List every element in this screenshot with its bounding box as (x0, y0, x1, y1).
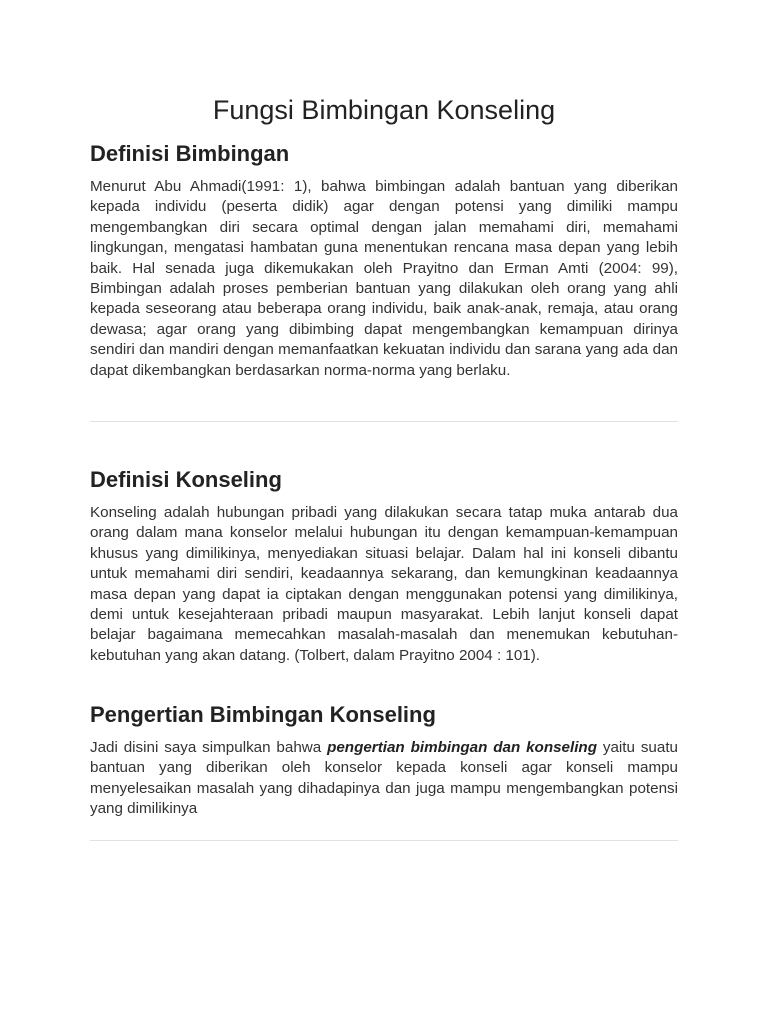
section-divider (90, 421, 678, 422)
paragraph-pengertian-bimbingan-konseling (90, 738, 678, 820)
heading-definisi-bimbingan: Definisi Bimbingan (90, 141, 290, 166)
paragraph-text-after: yaitu suatu bantuan yang diberikan oleh konselor kepada konseli agar konseli mampu menyelesaikan masalah yang dihadapinya dan juga mampu mengembangkan potensi yang dimilikinya (90, 739, 678, 818)
heading-definisi-konseling: Definisi Konseling (90, 467, 282, 492)
paragraph-text-before: Jadi disini saya simpulkan bahwa (90, 739, 328, 756)
page-title: Fungsi Bimbingan Konseling (212, 95, 556, 125)
emphasized-term: pengertian bimbingan dan konseling (327, 739, 597, 756)
paragraph-definisi-bimbingan: Menurut Abu Ahmadi(1991: 1), bahwa bimbingan adalah bantuan yang diberikan kepada individu (peserta didik) agar dengan potensi yang dimiliki mampu mengembangkan diri secara optimal dengan jalan memahami diri, memahami lingkungan, mengatasi hambatan guna menentukan rencana masa depan yang lebih baik. Hal senada juga dikemukakan oleh Prayitno dan Erman Amti (2004: 99), Bimbingan adalah proses pemberian bantuan yang dilakukan oleh orang yang ahli kepada seseorang atau beberapa orang individu, baik anak-anak, remaja, atau orang dewasa; agar orang yang dibimbing dapat mengembangkan kemampuan dirinya sendiri dan mandiri dengan memanfaatkan kekuatan individu dan sarana yang ada dan dapat dikembangkan berdasarkan norma-norma yang berlaku. (90, 178, 678, 379)
heading-pengertian-bimbingan-konseling: Pengertian Bimbingan Konseling (90, 702, 436, 727)
paragraph-definisi-konseling: Konseling adalah hubungan pribadi yang dilakukan secara tatap muka antarab dua orang dalam mana konselor melalui hubungan itu dengan kemampuan-kemampuan khusus yang dimilikinya, menyediakan situasi belajar. Dalam hal ini konseli dibantu untuk memahami diri sendiri, keadaannya sekarang, dan kemungkinan keadaannya masa depan yang dapat ia ciptakan dengan menggunakan potensi yang dimilikinya, demi untuk kesejahteraan pribadi maupun masyarakat. Lebih lanjut konseli dapat belajar bagaimana memecahkan masalah-masalah dan menemukan kebutuhan-kebutuhan yang akan datang. (Tolbert, dalam Prayitno 2004 : 101). (90, 504, 678, 664)
section-divider (90, 840, 678, 841)
